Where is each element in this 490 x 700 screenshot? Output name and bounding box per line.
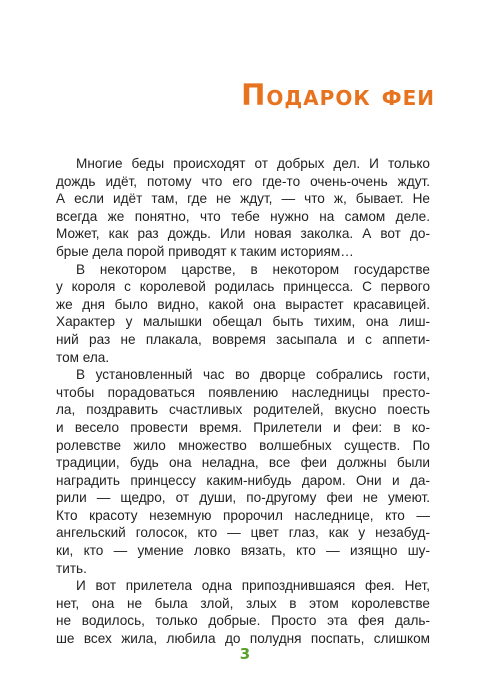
- text-line: дождь идёт, потому что его где-то очень-очень ждут.: [56, 173, 430, 189]
- text-line: ла, поздравить счастливых родителей, вкусно поесть: [56, 402, 430, 418]
- text-line: ше всех жила, любила до полудня поспать, слишком: [56, 631, 430, 647]
- text-line: же дня было видно, какой она вырастет красавицей.: [56, 296, 430, 312]
- text-line: тить.: [56, 560, 87, 576]
- text-line: В некотором царстве, в некотором государстве: [76, 261, 430, 277]
- text-line: и весело провести время. Прилетели и феи: в ко-: [56, 419, 430, 435]
- text-line: В установленный час во дворце собрались гости,: [76, 367, 430, 383]
- text-line: ки, кто — умение ловко вязать, кто — изящно шу-: [56, 543, 430, 559]
- text-line: наградить принцессу каким-нибудь даром. Они и да-: [56, 472, 430, 488]
- text-line: всегда же понятно, что тебе нужно на самом деле.: [56, 208, 430, 224]
- text-line: А если идёт там, где не ждут, — что ж, бывает. Не: [56, 191, 430, 207]
- text-line: рили — щедро, от души, по-другому феи не умеют.: [56, 490, 430, 506]
- body-text: [56, 155, 430, 648]
- text-line: Кто красоту неземную пророчил наследнице, кто —: [56, 507, 430, 523]
- text-line: традиции, будь она неладна, все феи должны были: [56, 455, 430, 471]
- text-line: брые дела порой приводят к таким историям…: [56, 243, 354, 259]
- text-line: И вот прилетела одна припозднившаяся фея. Нет,: [76, 578, 430, 594]
- page-number: 3: [239, 645, 251, 663]
- text-line: Многие беды происходят от добрых дел. И только: [76, 156, 430, 171]
- text-line: Может, как раз дождь. Или новая заколка. А вот до-: [56, 226, 430, 242]
- text-line: нет, она не была злой, злых в этом королевстве: [56, 595, 430, 611]
- text-line: ангельский голосок, кто — цвет глаз, как у незабуд-: [56, 525, 430, 541]
- text-line: том ела.: [56, 349, 110, 365]
- chapter-title: Подарок феи: [241, 78, 435, 112]
- text-line: Характер у малышки обещал быть тихим, она лиш-: [56, 314, 430, 330]
- text-line: ний раз не плакала, вовремя засыпала и с аппети-: [56, 331, 430, 347]
- text-line: ролевстве жило множество волшебных существ. По: [56, 437, 430, 453]
- text-line: у короля с королевой родилась принцесса. С первого: [56, 279, 430, 295]
- text-line: чтобы порадоваться появлению наследницы престо-: [56, 384, 430, 400]
- text-line: не водилось, только добрые. Просто эта фея даль-: [56, 613, 430, 629]
